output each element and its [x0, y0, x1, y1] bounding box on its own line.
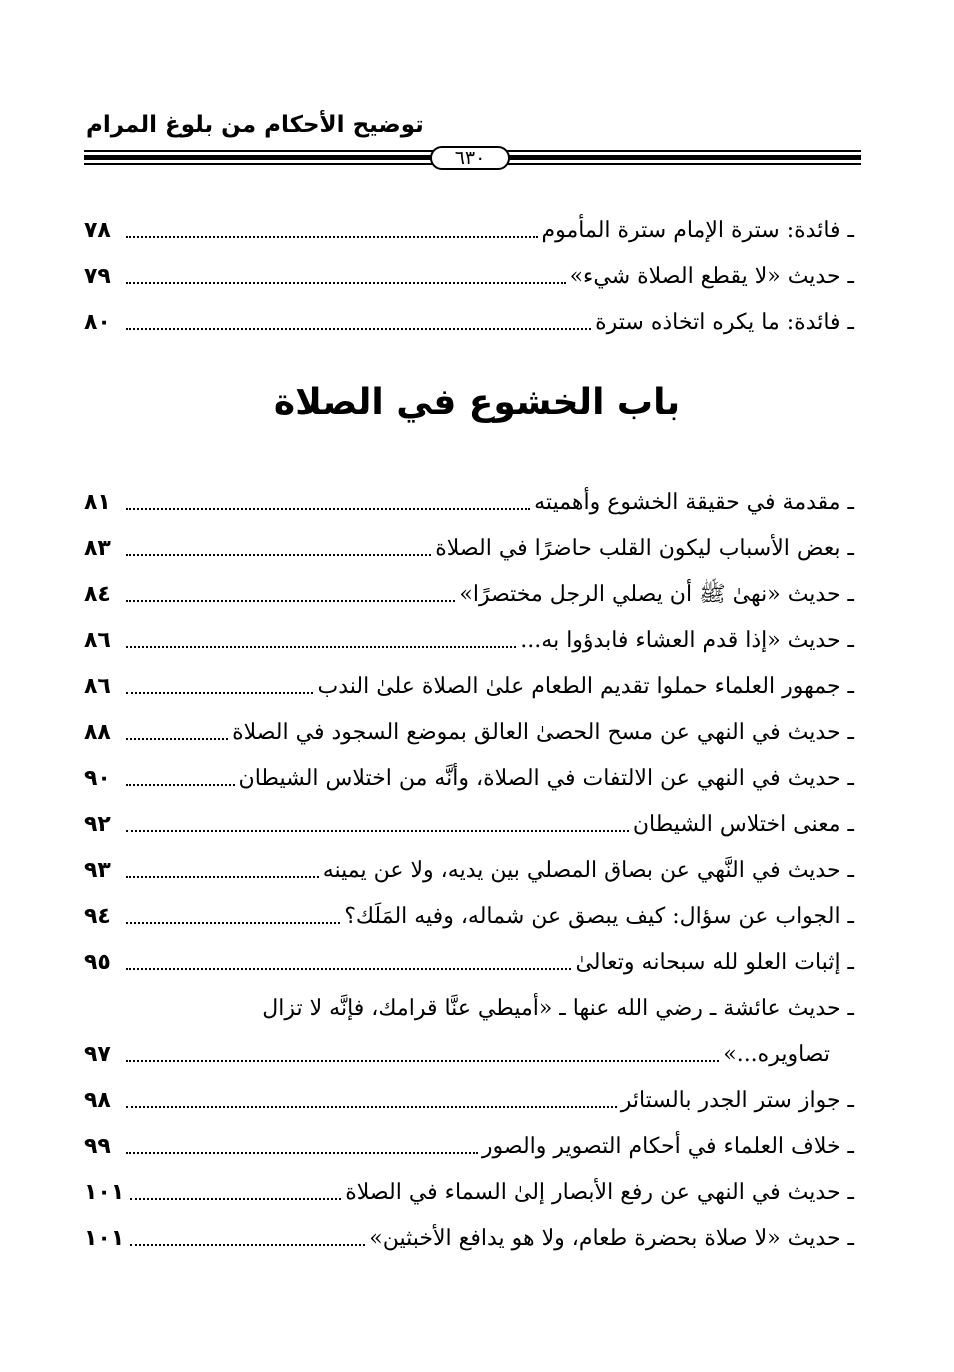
dot-leader — [126, 508, 530, 510]
toc-entry[interactable] — [84, 616, 854, 656]
entry-page: ٩٨ — [84, 1088, 111, 1113]
entry-title: ـ فائدة: ما يكره اتخاذه سترة — [595, 310, 854, 335]
entry-title: ـ حديث في النَّهي عن بصاق المصلي بين يديه، ولا عن يمينه — [322, 858, 854, 883]
dot-leader — [126, 922, 340, 924]
toc-entry[interactable] — [84, 1168, 854, 1208]
entry-page: ١٠١ — [84, 1180, 125, 1205]
toc-entry[interactable] — [84, 662, 854, 702]
dot-leader — [126, 600, 455, 602]
entry-page: ٧٩ — [84, 264, 111, 289]
toc-entry[interactable] — [84, 524, 854, 564]
toc-entry[interactable] — [84, 938, 854, 978]
dot-leader — [126, 784, 235, 786]
dot-leader — [126, 876, 319, 878]
entry-page: ٨٦ — [84, 674, 111, 699]
entry-page: ٩٤ — [84, 904, 111, 929]
toc-entry[interactable] — [84, 892, 854, 932]
dot-leader — [126, 738, 228, 740]
page-number: ٦٣٠ — [430, 146, 510, 170]
toc-entry[interactable] — [84, 1214, 854, 1254]
entry-page: ٨٠ — [84, 310, 111, 335]
entry-title: ـ خلاف العلماء في أحكام التصوير والصور — [481, 1134, 854, 1159]
entry-title: ـ بعض الأسباب ليكون القلب حاضرًا في الصلاة — [435, 536, 854, 561]
dot-leader — [126, 236, 538, 238]
toc-entry[interactable] — [84, 984, 854, 1024]
dot-leader — [130, 1198, 341, 1200]
toc-entry[interactable] — [84, 800, 854, 840]
toc-entry[interactable] — [84, 570, 854, 610]
dot-leader — [126, 1106, 617, 1108]
entry-title: ـ جواز ستر الجدر بالستائر — [620, 1088, 854, 1113]
dot-leader — [126, 328, 591, 330]
entry-title: ـ الجواب عن سؤال: كيف يبصق عن شماله، وفيه المَلَك؟ — [344, 904, 854, 929]
entry-title: تصاويره...» — [723, 1042, 830, 1067]
toc-entry[interactable] — [84, 846, 854, 886]
dot-leader — [126, 1060, 719, 1062]
header-rule — [84, 146, 861, 172]
toc-entry[interactable] — [84, 1122, 854, 1162]
entry-page: ٨٦ — [84, 628, 111, 653]
dot-leader — [126, 692, 313, 694]
entry-title: ـ مقدمة في حقيقة الخشوع وأهميته — [534, 490, 854, 515]
entry-title: ـ حديث «لا صلاة بحضرة طعام، ولا هو يدافع الأخبثين» — [369, 1226, 854, 1251]
dot-leader — [126, 282, 566, 284]
dot-leader — [130, 1244, 365, 1246]
toc-entry[interactable] — [84, 206, 854, 246]
dot-leader — [126, 646, 516, 648]
toc-entry-continuation[interactable] — [84, 1030, 854, 1070]
dot-leader — [126, 554, 431, 556]
dot-leader — [126, 830, 629, 832]
entry-title: ـ حديث «إذا قدم العشاء فابدؤوا به... — [520, 628, 854, 653]
toc-entry[interactable] — [84, 754, 854, 794]
entry-page: ١٠١ — [84, 1226, 125, 1251]
dot-leader — [126, 968, 571, 970]
entry-page: ٩٧ — [84, 1042, 111, 1067]
entry-page: ٩٠ — [84, 766, 111, 791]
entry-page: ٩٥ — [84, 950, 111, 975]
entry-title: ـ فائدة: سترة الإمام سترة المأموم — [541, 218, 854, 243]
entry-title: ـ حديث «لا يقطع الصلاة شيء» — [569, 264, 854, 289]
entry-page: ٨٨ — [84, 720, 111, 745]
entry-page: ٨٣ — [84, 536, 111, 561]
entry-page: ٨١ — [84, 490, 111, 515]
entry-page: ٩٢ — [84, 812, 111, 837]
entry-title: ـ إثبات العلو لله سبحانه وتعالىٰ — [575, 950, 854, 975]
toc-entry[interactable] — [84, 1076, 854, 1116]
entry-page: ٩٩ — [84, 1134, 111, 1159]
entry-title: ـ حديث في النهي عن رفع الأبصار إلىٰ السماء في الصلاة — [345, 1180, 854, 1205]
toc-entry[interactable] — [84, 708, 854, 748]
entry-title: ـ حديث في النهي عن مسح الحصىٰ العالق بموضع السجود في الصلاة — [232, 720, 854, 745]
entry-page: ٨٤ — [84, 582, 111, 607]
entry-title: ـ معنى اختلاس الشيطان — [632, 812, 854, 837]
entry-title: ـ حديث في النهي عن الالتفات في الصلاة، وأنَّه من اختلاس الشيطان — [238, 766, 854, 791]
dot-leader — [126, 1152, 478, 1154]
entry-title: ـ جمهور العلماء حملوا تقديم الطعام علىٰ الصلاة علىٰ الندب — [317, 674, 854, 699]
section-title: باب الخشوع في الصلاة — [273, 382, 681, 423]
toc-entry[interactable] — [84, 298, 854, 338]
toc-entry[interactable] — [84, 252, 854, 292]
toc-entry[interactable] — [84, 478, 854, 518]
entry-title: ـ حديث عائشة ـ رضي الله عنها ـ «أميطي عنَّا قرامك، فإنَّه لا تزال — [262, 996, 854, 1021]
running-title: توضيح الأحكام من بلوغ المرام — [86, 112, 424, 138]
entry-page: ٧٨ — [84, 218, 111, 243]
entry-title: ـ حديث «نهىٰ ﷺ أن يصلي الرجل مختصرًا» — [459, 582, 854, 607]
entry-page: ٩٣ — [84, 858, 111, 883]
